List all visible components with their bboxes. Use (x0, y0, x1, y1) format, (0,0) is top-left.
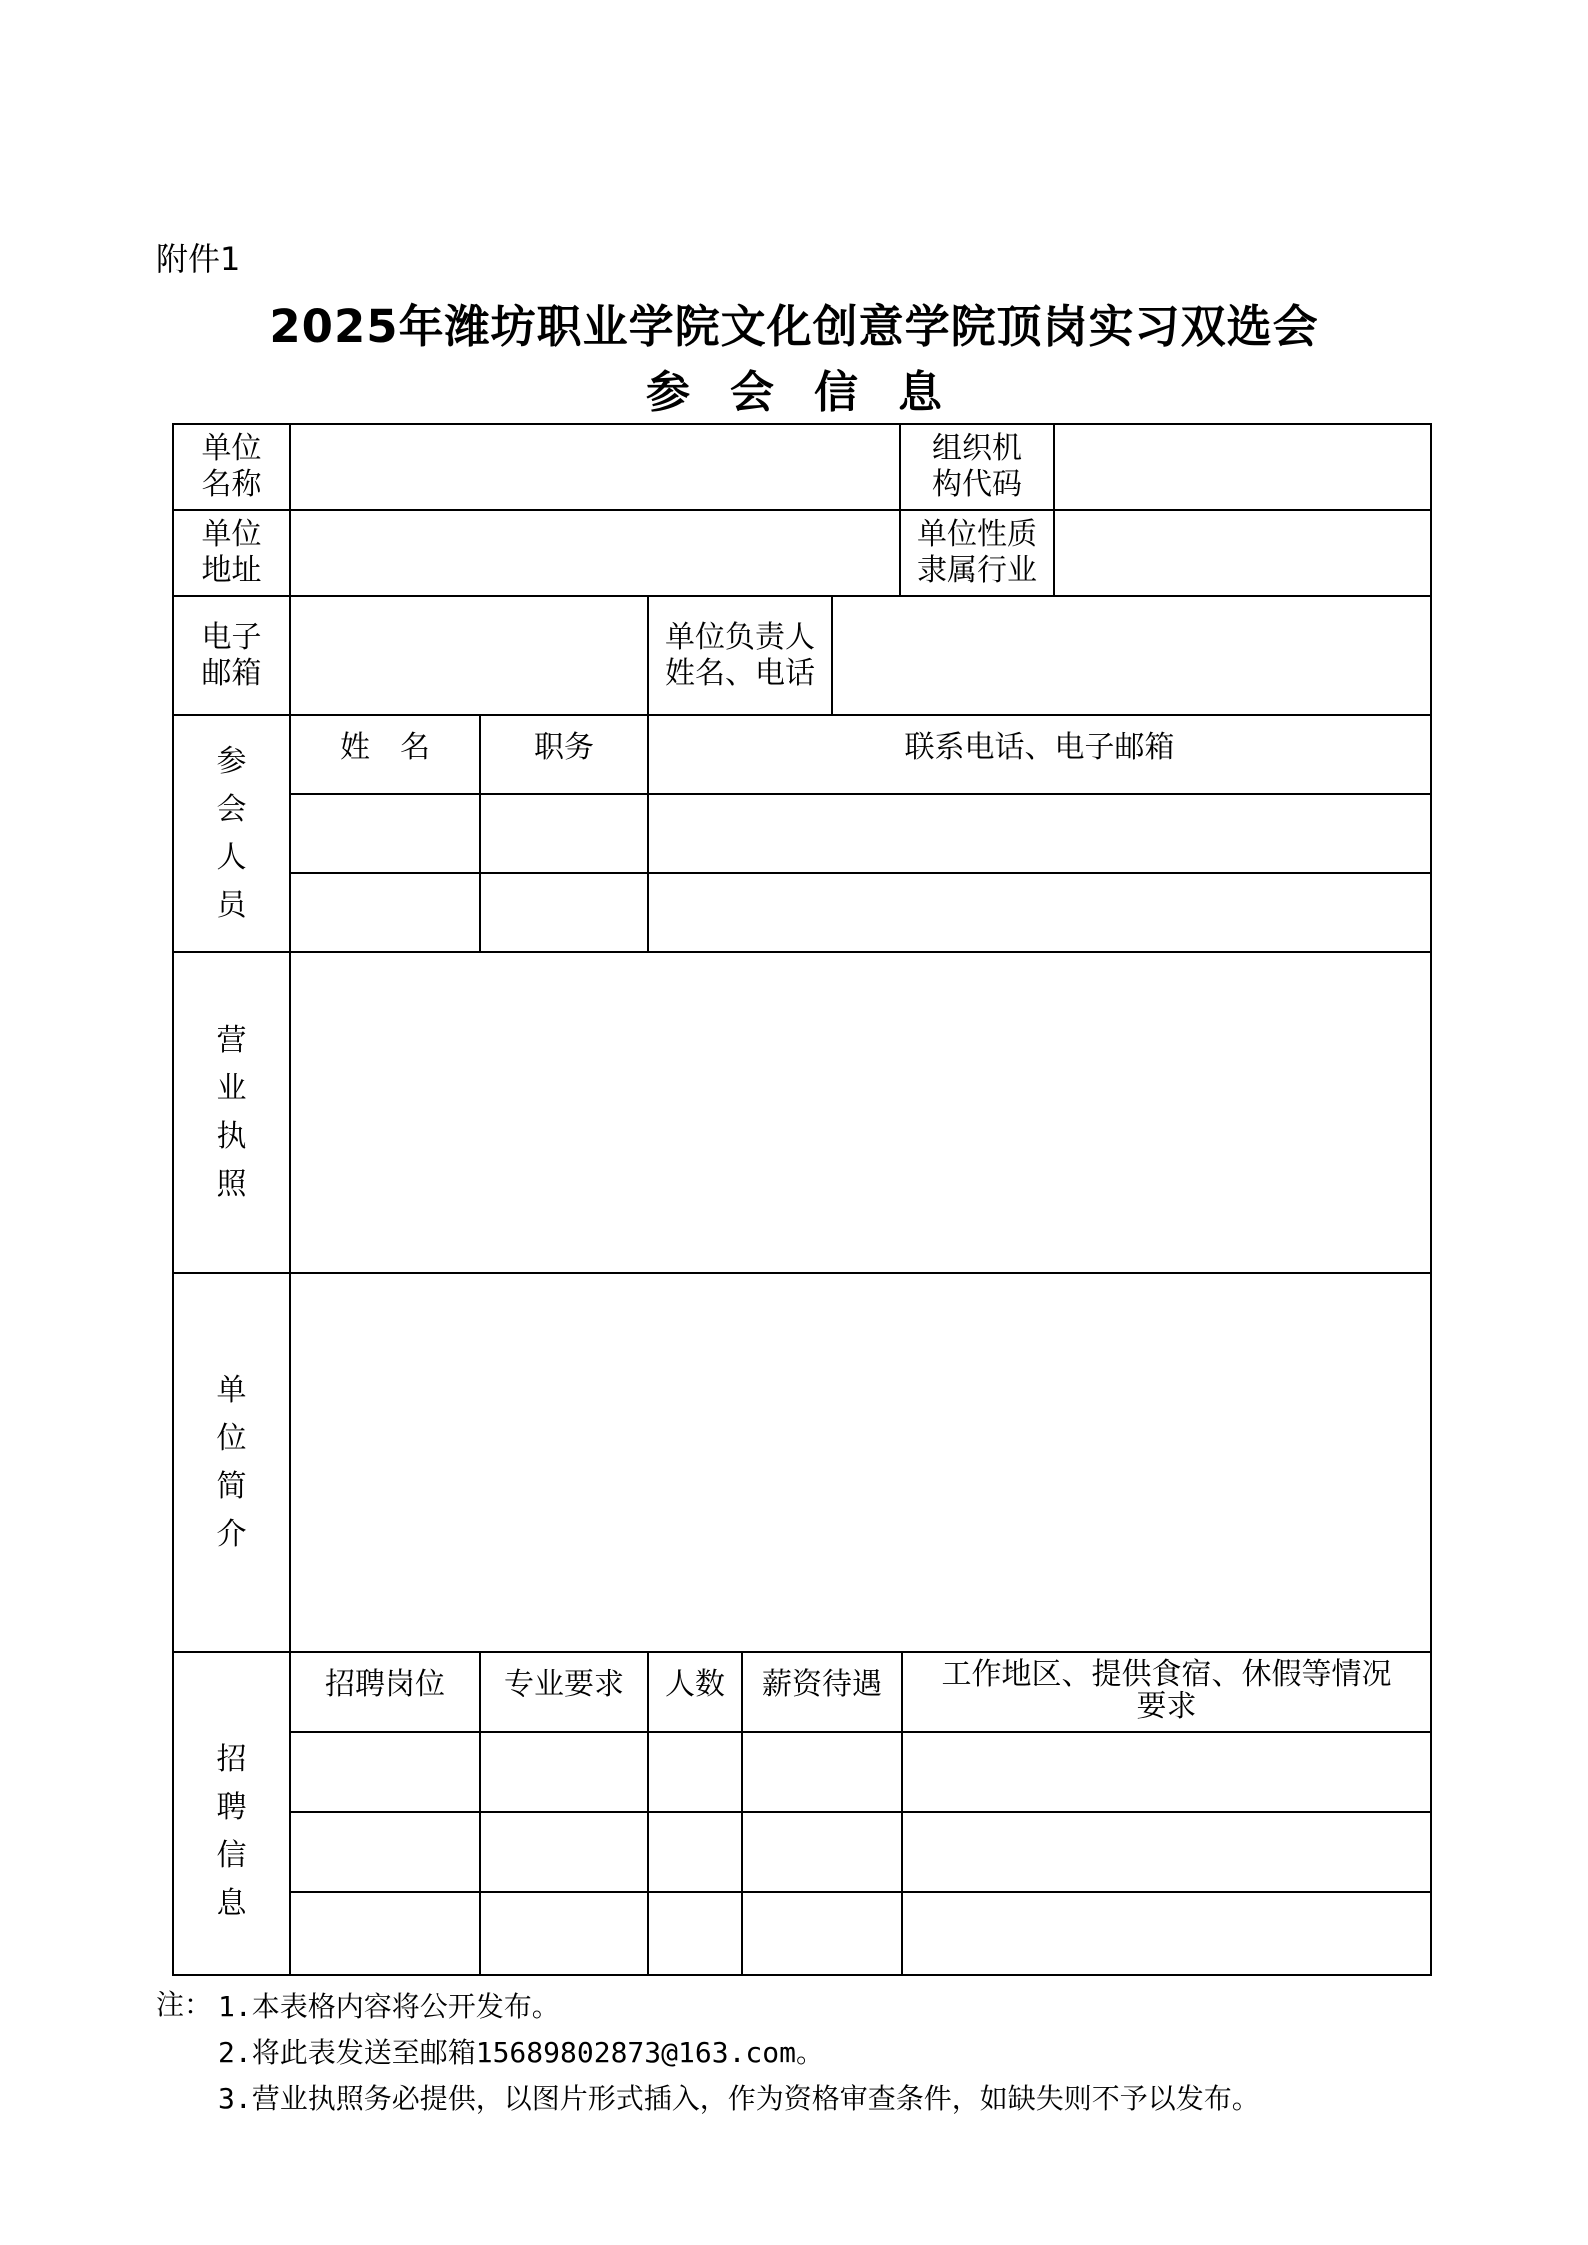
license-label-char: 营 (216, 1022, 247, 1058)
attendee-name-field[interactable] (291, 874, 479, 951)
note-item: 2.将此表发送至邮箱15689802873@163.com。 (218, 2036, 825, 2069)
recruit-header-count: 人数 (665, 1667, 725, 1702)
license-label-char: 照 (216, 1166, 247, 1202)
unit-nature-field[interactable] (1055, 511, 1430, 595)
attendees-label-char: 会 (216, 791, 247, 827)
recruit-header-conditions-line1: 工作地区、提供食宿、休假等情况 (941, 1657, 1392, 1692)
attendees-header-name: 姓 名 (340, 730, 430, 765)
unit-name-label-line1: 单位 (201, 431, 262, 466)
recruit-count-field[interactable] (649, 1893, 741, 1974)
attendees-header-position: 职务 (534, 730, 594, 765)
unit-nature-label (901, 511, 1053, 595)
license-label-char: 业 (216, 1070, 247, 1106)
recruit-header-position: 招聘岗位 (325, 1667, 445, 1702)
attendee-contact-field[interactable] (649, 874, 1430, 951)
license-image-area[interactable] (291, 953, 1430, 1272)
attachment-label: 附件1 (156, 240, 241, 278)
attendee-position-field[interactable] (481, 795, 647, 872)
table-border-bottom (172, 1974, 1432, 1976)
attendees-label-char: 参 (216, 743, 247, 779)
email-field[interactable] (291, 597, 647, 714)
recruit-label-char: 招 (216, 1741, 247, 1777)
intro-text-area[interactable] (291, 1274, 1430, 1651)
unit-name-label-line2: 名称 (201, 467, 262, 502)
recruit-count-field[interactable] (649, 1813, 741, 1891)
attendees-header-contact: 联系电话、电子邮箱 (904, 730, 1175, 765)
recruit-position-field[interactable] (291, 1733, 479, 1811)
recruit-salary-field[interactable] (743, 1733, 901, 1811)
recruit-header-conditions (903, 1653, 1430, 1731)
recruit-conditions-field[interactable] (903, 1733, 1430, 1811)
address-label-line1: 单位 (201, 517, 262, 552)
notes-prefix: 注： (156, 1988, 213, 2021)
address-label (174, 511, 289, 595)
attendees-label (174, 716, 289, 951)
email-label (174, 597, 289, 714)
org-code-field[interactable] (1055, 425, 1430, 509)
intro-label-char: 介 (216, 1516, 247, 1552)
recruit-major-field[interactable] (481, 1733, 647, 1811)
org-code-label-line2: 构代码 (932, 467, 1022, 502)
attendee-name-field[interactable] (291, 795, 479, 872)
attendee-contact-field[interactable] (649, 795, 1430, 872)
leader-label-line1: 单位负责人 (665, 619, 815, 655)
license-label-char: 执 (216, 1118, 247, 1154)
license-label (174, 953, 289, 1272)
recruit-major-field[interactable] (481, 1813, 647, 1891)
unit-name-label (174, 425, 289, 509)
leader-label (649, 597, 831, 714)
recruit-major-field[interactable] (481, 1893, 647, 1974)
attendee-position-field[interactable] (481, 874, 647, 951)
page-subtitle: 参会信息 (646, 367, 982, 418)
org-code-label (901, 425, 1053, 509)
note-item: 3.营业执照务必提供，以图片形式插入，作为资格审查条件，如缺失则不予以发布。 (218, 2082, 1260, 2115)
address-label-line2: 地址 (201, 553, 262, 588)
table-border-right (1430, 423, 1432, 1976)
leader-field[interactable] (833, 597, 1430, 714)
recruit-label-char: 息 (216, 1885, 247, 1921)
recruit-conditions-field[interactable] (903, 1893, 1430, 1974)
recruit-label (174, 1653, 289, 1974)
unit-nature-label-line1: 单位性质 (917, 517, 1037, 552)
recruit-count-field[interactable] (649, 1733, 741, 1811)
recruit-salary-field[interactable] (743, 1813, 901, 1891)
unit-nature-label-line2: 隶属行业 (917, 553, 1037, 588)
recruit-header-conditions-line2: 要求 (1136, 1689, 1197, 1724)
recruit-position-field[interactable] (291, 1813, 479, 1891)
org-code-label-line1: 组织机 (932, 431, 1022, 466)
intro-label-char: 单 (216, 1372, 247, 1408)
leader-label-line2: 姓名、电话 (665, 655, 815, 691)
email-label-line2: 邮箱 (201, 655, 262, 691)
recruit-label-char: 信 (216, 1837, 247, 1873)
unit-name-field[interactable] (291, 425, 899, 509)
email-label-line1: 电子 (201, 619, 262, 655)
recruit-conditions-field[interactable] (903, 1813, 1430, 1891)
recruit-header-salary: 薪资待遇 (762, 1667, 882, 1702)
note-item: 1.本表格内容将公开发布。 (218, 1990, 560, 2023)
attendees-label-char: 人 (216, 839, 247, 875)
page-title: 2025年潍坊职业学院文化创意学院顶岗实习双选会 (269, 300, 1319, 353)
intro-label-char: 简 (216, 1468, 247, 1504)
recruit-label-char: 聘 (216, 1789, 247, 1825)
intro-label (174, 1274, 289, 1651)
recruit-salary-field[interactable] (743, 1893, 901, 1974)
recruit-header-major: 专业要求 (504, 1667, 624, 1702)
intro-label-char: 位 (216, 1420, 247, 1456)
recruit-position-field[interactable] (291, 1893, 479, 1974)
attendees-label-char: 员 (216, 887, 247, 923)
address-field[interactable] (291, 511, 899, 595)
